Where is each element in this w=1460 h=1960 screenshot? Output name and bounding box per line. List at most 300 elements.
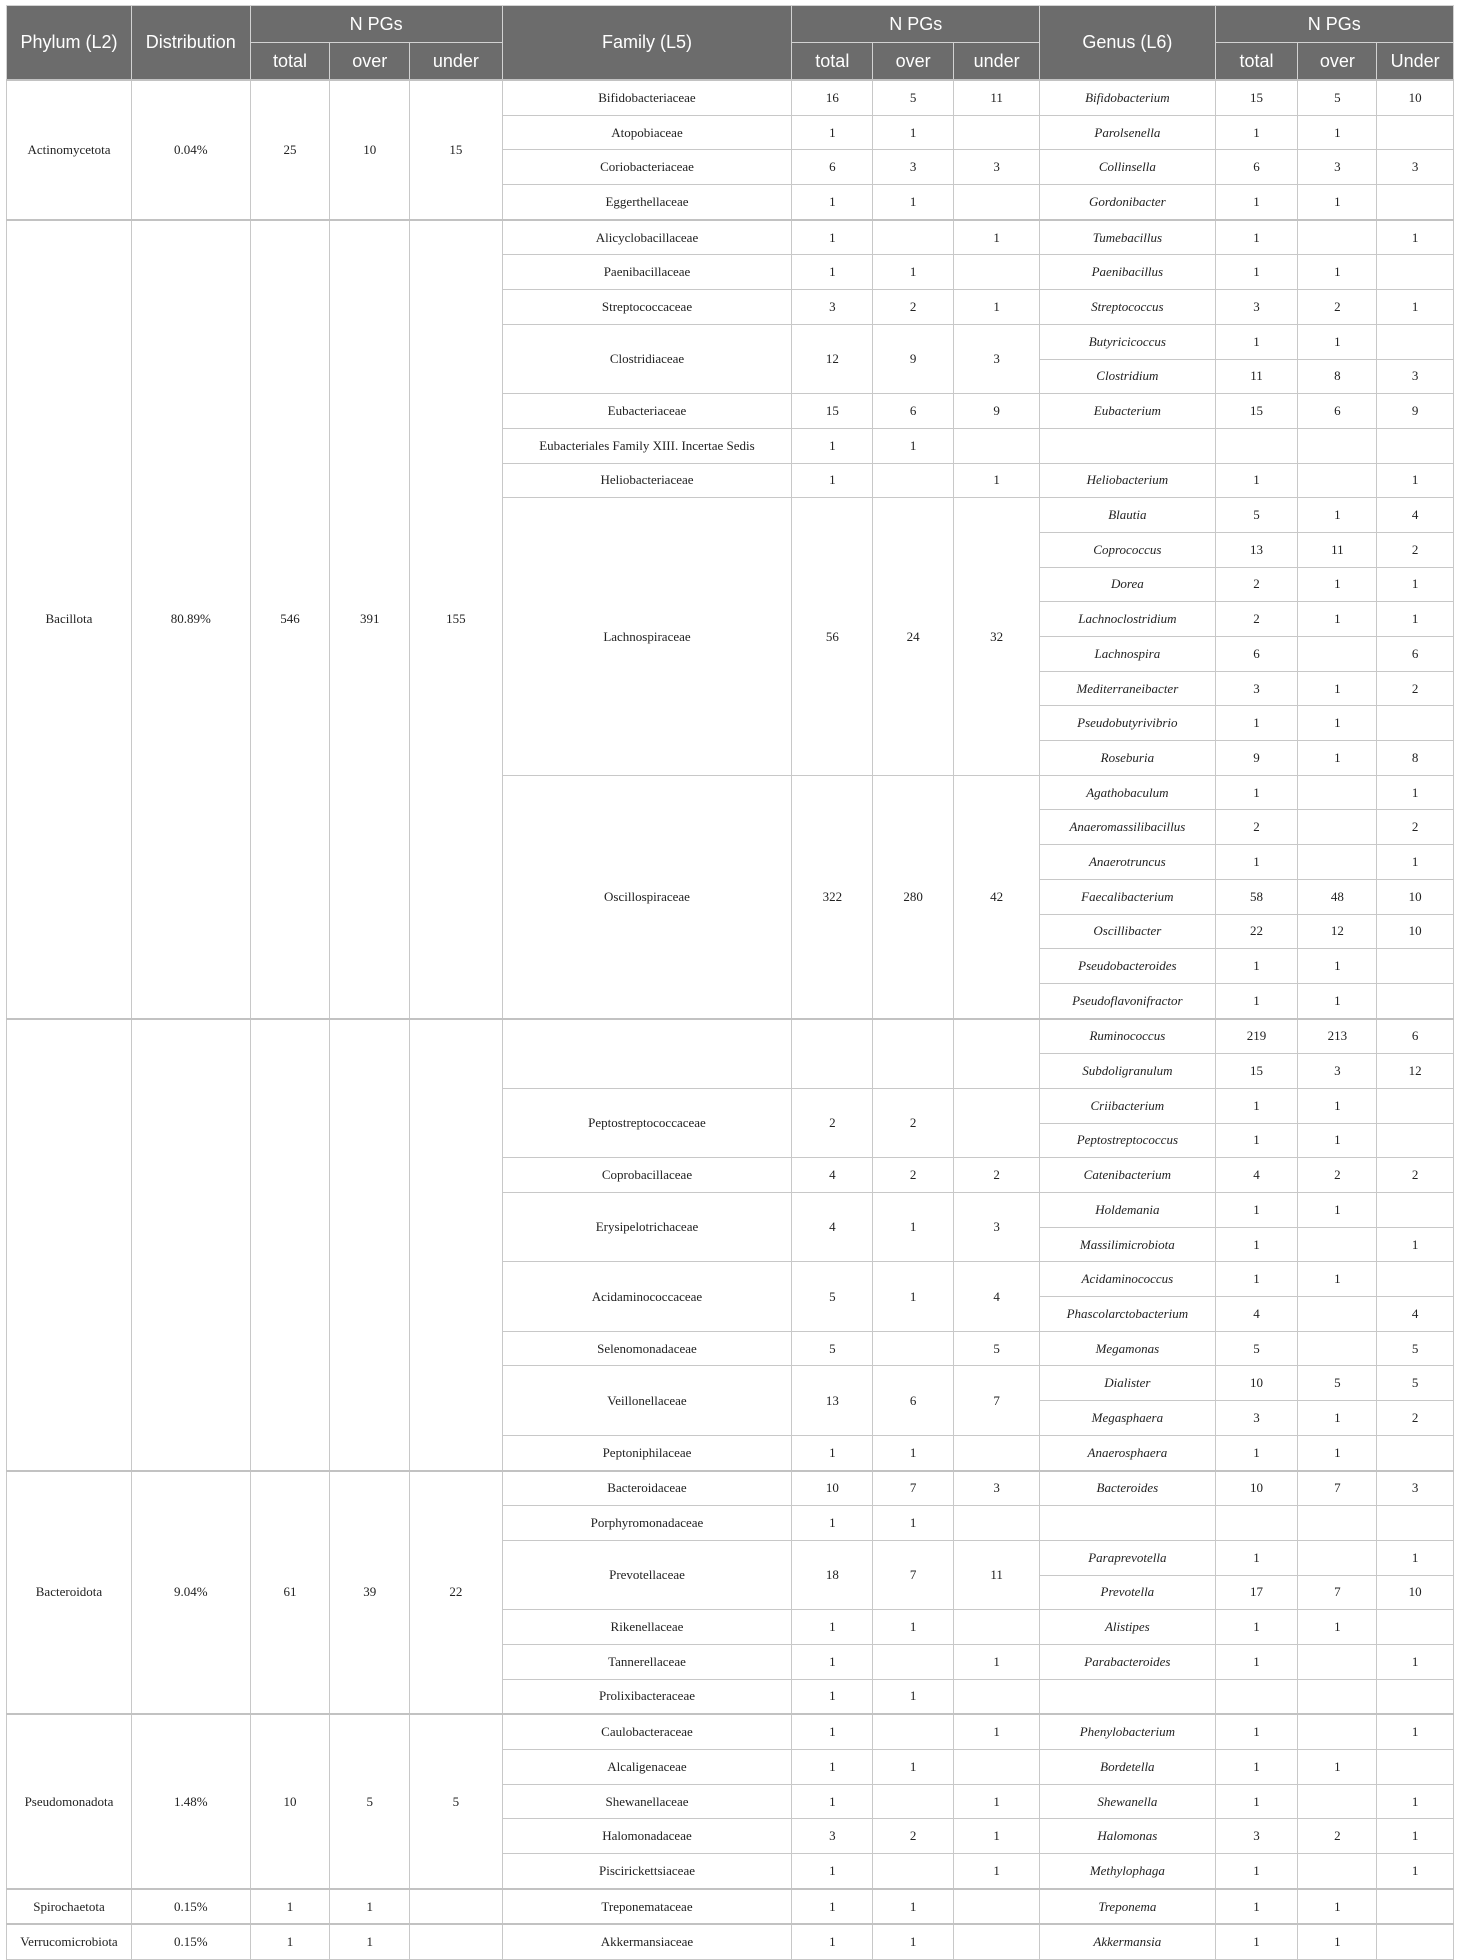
genus-total-cell: 219 xyxy=(1215,1019,1298,1054)
genus-total-cell: 3 xyxy=(1215,290,1298,325)
phylum-cell xyxy=(7,1019,132,1471)
genus-total-cell: 5 xyxy=(1215,1331,1298,1366)
family-under-cell xyxy=(954,1924,1040,1959)
family-under-cell: 42 xyxy=(954,775,1040,1018)
genus-cell: Acidaminococcus xyxy=(1040,1262,1215,1297)
phylum-over-cell: 391 xyxy=(330,220,410,1019)
genus-over-cell xyxy=(1298,1644,1377,1679)
family-cell: Heliobacteriaceae xyxy=(502,463,792,498)
genus-cell: Catenibacterium xyxy=(1040,1158,1215,1193)
genus-under-cell: 2 xyxy=(1377,532,1454,567)
genus-under-cell xyxy=(1377,706,1454,741)
genus-over-cell xyxy=(1298,220,1377,255)
phylum-total-cell: 1 xyxy=(250,1924,330,1959)
distribution-cell: 0.15% xyxy=(131,1889,250,1925)
family-over-cell: 1 xyxy=(873,1924,954,1959)
genus-under-cell: 10 xyxy=(1377,1575,1454,1610)
genus-total-cell: 5 xyxy=(1215,498,1298,533)
family-cell: Bacteroidaceae xyxy=(502,1471,792,1506)
genus-over-cell: 1 xyxy=(1298,1262,1377,1297)
genus-total-cell: 1 xyxy=(1215,1227,1298,1262)
family-total-cell: 3 xyxy=(792,1819,873,1854)
genus-total-cell: 1 xyxy=(1215,1854,1298,1889)
genus-total-cell: 1 xyxy=(1215,706,1298,741)
family-over-cell: 1 xyxy=(873,1750,954,1785)
family-total-cell: 1 xyxy=(792,255,873,290)
family-cell: Streptococcaceae xyxy=(502,290,792,325)
genus-over-cell: 1 xyxy=(1298,1123,1377,1158)
genus-total-cell xyxy=(1215,1679,1298,1714)
family-under-cell: 4 xyxy=(954,1262,1040,1331)
family-under-cell: 32 xyxy=(954,498,1040,776)
family-cell: Treponemataceae xyxy=(502,1889,792,1925)
family-over-cell xyxy=(873,1644,954,1679)
family-cell: Piscirickettsiaceae xyxy=(502,1854,792,1889)
phylum-under-cell xyxy=(410,1019,502,1471)
genus-over-cell xyxy=(1298,463,1377,498)
family-total-cell: 4 xyxy=(792,1158,873,1193)
distribution-cell: 0.15% xyxy=(131,1924,250,1959)
genus-cell: Halomonas xyxy=(1040,1819,1215,1854)
genus-cell: Massilimicrobiota xyxy=(1040,1227,1215,1262)
family-under-cell: 1 xyxy=(954,1644,1040,1679)
genus-over-cell: 5 xyxy=(1298,1366,1377,1401)
phylum-total-cell: 1 xyxy=(250,1889,330,1925)
genus-cell: Roseburia xyxy=(1040,741,1215,776)
genus-under-cell xyxy=(1377,1924,1454,1959)
genus-cell: Megasphaera xyxy=(1040,1401,1215,1436)
taxonomy-table xyxy=(6,5,1454,1960)
genus-total-cell: 1 xyxy=(1215,1644,1298,1679)
genus-total-cell: 10 xyxy=(1215,1366,1298,1401)
genus-under-cell: 12 xyxy=(1377,1054,1454,1089)
phylum-over-cell xyxy=(330,1019,410,1471)
distribution-cell xyxy=(131,1019,250,1471)
table-row xyxy=(7,1889,1454,1925)
family-under-cell: 3 xyxy=(954,1193,1040,1262)
family-over-cell: 1 xyxy=(873,428,954,463)
header-genus-over: over xyxy=(1298,43,1377,81)
genus-cell: Tumebacillus xyxy=(1040,220,1215,255)
family-under-cell xyxy=(954,1610,1040,1645)
family-under-cell: 1 xyxy=(954,1784,1040,1819)
family-cell: Paenibacillaceae xyxy=(502,255,792,290)
genus-over-cell: 2 xyxy=(1298,290,1377,325)
family-under-cell xyxy=(954,255,1040,290)
genus-under-cell: 9 xyxy=(1377,394,1454,429)
genus-over-cell: 3 xyxy=(1298,1054,1377,1089)
genus-under-cell: 6 xyxy=(1377,637,1454,672)
family-under-cell: 3 xyxy=(954,324,1040,393)
family-over-cell: 24 xyxy=(873,498,954,776)
family-total-cell: 1 xyxy=(792,1714,873,1749)
family-total-cell: 1 xyxy=(792,428,873,463)
family-under-cell xyxy=(954,1679,1040,1714)
family-over-cell: 1 xyxy=(873,1610,954,1645)
genus-total-cell: 1 xyxy=(1215,1784,1298,1819)
distribution-cell: 0.04% xyxy=(131,80,250,220)
family-over-cell: 6 xyxy=(873,1366,954,1435)
genus-under-cell: 3 xyxy=(1377,359,1454,394)
family-over-cell: 1 xyxy=(873,1679,954,1714)
genus-over-cell xyxy=(1298,1297,1377,1332)
genus-under-cell xyxy=(1377,115,1454,150)
family-over-cell: 1 xyxy=(873,1506,954,1541)
genus-over-cell xyxy=(1298,1331,1377,1366)
phylum-under-cell: 22 xyxy=(410,1471,502,1715)
family-cell: Coprobacillaceae xyxy=(502,1158,792,1193)
phylum-cell: Spirochaetota xyxy=(7,1889,132,1925)
genus-total-cell: 1 xyxy=(1215,1889,1298,1925)
family-total-cell: 13 xyxy=(792,1366,873,1435)
genus-under-cell: 10 xyxy=(1377,914,1454,949)
phylum-under-cell: 15 xyxy=(410,80,502,220)
family-cell: Tannerellaceae xyxy=(502,1644,792,1679)
family-total-cell: 15 xyxy=(792,394,873,429)
genus-under-cell xyxy=(1377,1610,1454,1645)
genus-over-cell: 1 xyxy=(1298,1924,1377,1959)
genus-total-cell: 1 xyxy=(1215,845,1298,880)
family-total-cell: 1 xyxy=(792,1435,873,1470)
genus-cell: Alistipes xyxy=(1040,1610,1215,1645)
genus-cell: Eubacterium xyxy=(1040,394,1215,429)
family-cell: Porphyromonadaceae xyxy=(502,1506,792,1541)
phylum-total-cell: 25 xyxy=(250,80,330,220)
genus-under-cell xyxy=(1377,1123,1454,1158)
genus-under-cell: 10 xyxy=(1377,80,1454,115)
genus-cell xyxy=(1040,428,1215,463)
genus-total-cell: 1 xyxy=(1215,220,1298,255)
genus-total-cell: 1 xyxy=(1215,1193,1298,1228)
family-over-cell: 9 xyxy=(873,324,954,393)
phylum-cell: Bacteroidota xyxy=(7,1471,132,1715)
genus-over-cell xyxy=(1298,637,1377,672)
family-over-cell xyxy=(873,1784,954,1819)
phylum-over-cell: 10 xyxy=(330,80,410,220)
family-total-cell: 5 xyxy=(792,1262,873,1331)
genus-cell: Methylophaga xyxy=(1040,1854,1215,1889)
genus-over-cell: 1 xyxy=(1298,567,1377,602)
family-cell xyxy=(502,1019,792,1089)
genus-over-cell: 11 xyxy=(1298,532,1377,567)
genus-total-cell: 1 xyxy=(1215,1610,1298,1645)
genus-total-cell: 6 xyxy=(1215,150,1298,185)
genus-over-cell: 1 xyxy=(1298,1750,1377,1785)
family-over-cell: 1 xyxy=(873,185,954,220)
genus-total-cell: 4 xyxy=(1215,1297,1298,1332)
genus-under-cell: 2 xyxy=(1377,1401,1454,1436)
genus-over-cell: 1 xyxy=(1298,983,1377,1018)
genus-total-cell xyxy=(1215,428,1298,463)
genus-over-cell xyxy=(1298,1714,1377,1749)
phylum-total-cell: 10 xyxy=(250,1714,330,1888)
family-cell: Lachnospiraceae xyxy=(502,498,792,776)
family-total-cell: 18 xyxy=(792,1540,873,1609)
family-cell: Rikenellaceae xyxy=(502,1610,792,1645)
family-total-cell: 1 xyxy=(792,1750,873,1785)
family-cell: Shewanellaceae xyxy=(502,1784,792,1819)
genus-cell: Blautia xyxy=(1040,498,1215,533)
family-total-cell: 1 xyxy=(792,1784,873,1819)
family-under-cell xyxy=(954,428,1040,463)
header-npgs-genus: N PGs xyxy=(1215,6,1453,43)
genus-over-cell xyxy=(1298,1679,1377,1714)
family-total-cell: 1 xyxy=(792,1506,873,1541)
family-cell: Eggerthellaceae xyxy=(502,185,792,220)
phylum-under-cell xyxy=(410,1889,502,1925)
distribution-cell: 1.48% xyxy=(131,1714,250,1888)
genus-under-cell: 1 xyxy=(1377,220,1454,255)
genus-total-cell: 1 xyxy=(1215,1540,1298,1575)
table-body xyxy=(7,80,1454,1960)
genus-under-cell xyxy=(1377,1435,1454,1470)
header-npgs-phylum: N PGs xyxy=(250,6,502,43)
phylum-under-cell: 155 xyxy=(410,220,502,1019)
genus-under-cell: 1 xyxy=(1377,602,1454,637)
genus-over-cell: 2 xyxy=(1298,1819,1377,1854)
genus-over-cell: 1 xyxy=(1298,1193,1377,1228)
family-under-cell: 3 xyxy=(954,1471,1040,1506)
genus-cell: Agathobaculum xyxy=(1040,775,1215,810)
genus-total-cell: 2 xyxy=(1215,810,1298,845)
genus-over-cell: 1 xyxy=(1298,185,1377,220)
genus-under-cell: 1 xyxy=(1377,1854,1454,1889)
family-cell: Halomonadaceae xyxy=(502,1819,792,1854)
family-over-cell: 280 xyxy=(873,775,954,1018)
family-total-cell: 4 xyxy=(792,1193,873,1262)
genus-over-cell: 1 xyxy=(1298,949,1377,984)
genus-under-cell: 1 xyxy=(1377,1644,1454,1679)
family-under-cell: 7 xyxy=(954,1366,1040,1435)
genus-under-cell xyxy=(1377,255,1454,290)
family-cell: Prevotellaceae xyxy=(502,1540,792,1609)
genus-cell: Paenibacillus xyxy=(1040,255,1215,290)
genus-over-cell: 1 xyxy=(1298,498,1377,533)
genus-total-cell: 9 xyxy=(1215,741,1298,776)
table-row xyxy=(7,1471,1454,1506)
family-cell: Alcaligenaceae xyxy=(502,1750,792,1785)
genus-over-cell: 1 xyxy=(1298,741,1377,776)
family-under-cell: 1 xyxy=(954,1854,1040,1889)
family-over-cell: 2 xyxy=(873,290,954,325)
genus-under-cell: 10 xyxy=(1377,879,1454,914)
genus-total-cell: 1 xyxy=(1215,1088,1298,1123)
genus-over-cell: 48 xyxy=(1298,879,1377,914)
family-cell: Alicyclobacillaceae xyxy=(502,220,792,255)
genus-cell: Bordetella xyxy=(1040,1750,1215,1785)
genus-total-cell: 22 xyxy=(1215,914,1298,949)
family-over-cell xyxy=(873,1854,954,1889)
genus-under-cell: 1 xyxy=(1377,1227,1454,1262)
family-under-cell xyxy=(954,185,1040,220)
phylum-cell: Pseudomonadota xyxy=(7,1714,132,1888)
genus-under-cell xyxy=(1377,428,1454,463)
genus-under-cell xyxy=(1377,1262,1454,1297)
genus-cell: Clostridium xyxy=(1040,359,1215,394)
genus-over-cell xyxy=(1298,1784,1377,1819)
family-under-cell: 5 xyxy=(954,1331,1040,1366)
family-cell: Peptostreptococcaceae xyxy=(502,1088,792,1157)
family-total-cell: 1 xyxy=(792,185,873,220)
family-cell: Selenomonadaceae xyxy=(502,1331,792,1366)
family-total-cell: 6 xyxy=(792,150,873,185)
genus-over-cell: 7 xyxy=(1298,1471,1377,1506)
genus-cell: Lachnospira xyxy=(1040,637,1215,672)
genus-over-cell: 1 xyxy=(1298,602,1377,637)
genus-total-cell: 11 xyxy=(1215,359,1298,394)
family-cell: Oscillospiraceae xyxy=(502,775,792,1018)
genus-cell: Faecalibacterium xyxy=(1040,879,1215,914)
family-total-cell: 1 xyxy=(792,1924,873,1959)
genus-under-cell: 3 xyxy=(1377,150,1454,185)
family-under-cell: 11 xyxy=(954,1540,1040,1609)
genus-total-cell: 6 xyxy=(1215,637,1298,672)
family-cell: Caulobacteraceae xyxy=(502,1714,792,1749)
family-over-cell: 1 xyxy=(873,1435,954,1470)
genus-under-cell xyxy=(1377,1679,1454,1714)
genus-cell: Mediterraneibacter xyxy=(1040,671,1215,706)
genus-over-cell: 213 xyxy=(1298,1019,1377,1054)
family-total-cell xyxy=(792,1019,873,1089)
phylum-total-cell xyxy=(250,1019,330,1471)
family-over-cell: 3 xyxy=(873,150,954,185)
genus-total-cell: 1 xyxy=(1215,1750,1298,1785)
family-under-cell xyxy=(954,1435,1040,1470)
genus-cell: Prevotella xyxy=(1040,1575,1215,1610)
genus-over-cell: 1 xyxy=(1298,671,1377,706)
genus-cell: Collinsella xyxy=(1040,150,1215,185)
genus-over-cell: 1 xyxy=(1298,1889,1377,1925)
genus-total-cell: 17 xyxy=(1215,1575,1298,1610)
genus-total-cell: 15 xyxy=(1215,394,1298,429)
genus-under-cell xyxy=(1377,1088,1454,1123)
genus-under-cell: 2 xyxy=(1377,1158,1454,1193)
table-row xyxy=(7,1019,1454,1054)
genus-over-cell: 2 xyxy=(1298,1158,1377,1193)
header-phylum: Phylum (L2) xyxy=(7,6,132,81)
genus-total-cell: 1 xyxy=(1215,324,1298,359)
genus-cell: Phenylobacterium xyxy=(1040,1714,1215,1749)
genus-cell: Streptococcus xyxy=(1040,290,1215,325)
genus-total-cell: 15 xyxy=(1215,80,1298,115)
phylum-under-cell: 5 xyxy=(410,1714,502,1888)
family-cell: Erysipelotrichaceae xyxy=(502,1193,792,1262)
genus-over-cell: 1 xyxy=(1298,706,1377,741)
family-under-cell: 1 xyxy=(954,1714,1040,1749)
table-row xyxy=(7,1924,1454,1959)
family-cell: Coriobacteriaceae xyxy=(502,150,792,185)
genus-under-cell: 1 xyxy=(1377,845,1454,880)
header-family-under: under xyxy=(954,43,1040,81)
genus-over-cell: 3 xyxy=(1298,150,1377,185)
family-over-cell: 1 xyxy=(873,1262,954,1331)
genus-cell: Pseudobacteroides xyxy=(1040,949,1215,984)
genus-over-cell xyxy=(1298,1227,1377,1262)
family-cell: Eubacteriales Family XIII. Incertae Sedis xyxy=(502,428,792,463)
genus-under-cell: 1 xyxy=(1377,1714,1454,1749)
header-genus-total: total xyxy=(1215,43,1298,81)
genus-under-cell: 5 xyxy=(1377,1366,1454,1401)
genus-under-cell xyxy=(1377,185,1454,220)
genus-under-cell: 2 xyxy=(1377,810,1454,845)
genus-under-cell: 1 xyxy=(1377,1784,1454,1819)
genus-over-cell: 1 xyxy=(1298,1610,1377,1645)
genus-total-cell: 1 xyxy=(1215,983,1298,1018)
genus-total-cell: 4 xyxy=(1215,1158,1298,1193)
family-over-cell: 1 xyxy=(873,255,954,290)
genus-over-cell xyxy=(1298,428,1377,463)
header-distribution: Distribution xyxy=(131,6,250,81)
genus-under-cell: 1 xyxy=(1377,463,1454,498)
family-under-cell xyxy=(954,1506,1040,1541)
genus-over-cell: 1 xyxy=(1298,115,1377,150)
genus-total-cell: 1 xyxy=(1215,775,1298,810)
genus-under-cell: 2 xyxy=(1377,671,1454,706)
family-total-cell: 56 xyxy=(792,498,873,776)
genus-cell: Treponema xyxy=(1040,1889,1215,1925)
family-over-cell: 2 xyxy=(873,1819,954,1854)
genus-total-cell: 1 xyxy=(1215,463,1298,498)
genus-under-cell: 5 xyxy=(1377,1331,1454,1366)
genus-over-cell xyxy=(1298,775,1377,810)
genus-total-cell: 1 xyxy=(1215,1924,1298,1959)
family-total-cell: 1 xyxy=(792,1889,873,1925)
genus-under-cell: 6 xyxy=(1377,1019,1454,1054)
genus-cell: Holdemania xyxy=(1040,1193,1215,1228)
genus-under-cell: 1 xyxy=(1377,1540,1454,1575)
genus-under-cell: 1 xyxy=(1377,775,1454,810)
genus-cell: Lachnoclostridium xyxy=(1040,602,1215,637)
family-over-cell xyxy=(873,1019,954,1089)
genus-cell: Anaeromassilibacillus xyxy=(1040,810,1215,845)
family-under-cell: 2 xyxy=(954,1158,1040,1193)
family-total-cell: 1 xyxy=(792,463,873,498)
header-family: Family (L5) xyxy=(502,6,792,81)
genus-total-cell: 1 xyxy=(1215,1262,1298,1297)
family-under-cell: 11 xyxy=(954,80,1040,115)
genus-under-cell: 1 xyxy=(1377,1819,1454,1854)
distribution-cell: 80.89% xyxy=(131,220,250,1019)
phylum-over-cell: 39 xyxy=(330,1471,410,1715)
genus-over-cell xyxy=(1298,1854,1377,1889)
genus-under-cell: 4 xyxy=(1377,1297,1454,1332)
genus-total-cell: 1 xyxy=(1215,949,1298,984)
family-total-cell: 1 xyxy=(792,1644,873,1679)
family-total-cell: 1 xyxy=(792,220,873,255)
family-under-cell xyxy=(954,1019,1040,1089)
genus-cell: Butyricicoccus xyxy=(1040,324,1215,359)
distribution-cell: 9.04% xyxy=(131,1471,250,1715)
genus-total-cell: 3 xyxy=(1215,1819,1298,1854)
genus-over-cell: 1 xyxy=(1298,324,1377,359)
family-total-cell: 1 xyxy=(792,1610,873,1645)
genus-cell: Parabacteroides xyxy=(1040,1644,1215,1679)
genus-cell: Dialister xyxy=(1040,1366,1215,1401)
family-under-cell xyxy=(954,115,1040,150)
genus-cell: Anaerotruncus xyxy=(1040,845,1215,880)
family-over-cell: 7 xyxy=(873,1471,954,1506)
family-cell: Atopobiaceae xyxy=(502,115,792,150)
family-cell: Veillonellaceae xyxy=(502,1366,792,1435)
family-over-cell xyxy=(873,220,954,255)
header-family-total: total xyxy=(792,43,873,81)
genus-total-cell: 1 xyxy=(1215,185,1298,220)
family-under-cell xyxy=(954,1750,1040,1785)
family-total-cell: 1 xyxy=(792,115,873,150)
genus-cell: Oscillibacter xyxy=(1040,914,1215,949)
family-total-cell: 2 xyxy=(792,1088,873,1157)
header-npgs-family: N PGs xyxy=(792,6,1040,43)
